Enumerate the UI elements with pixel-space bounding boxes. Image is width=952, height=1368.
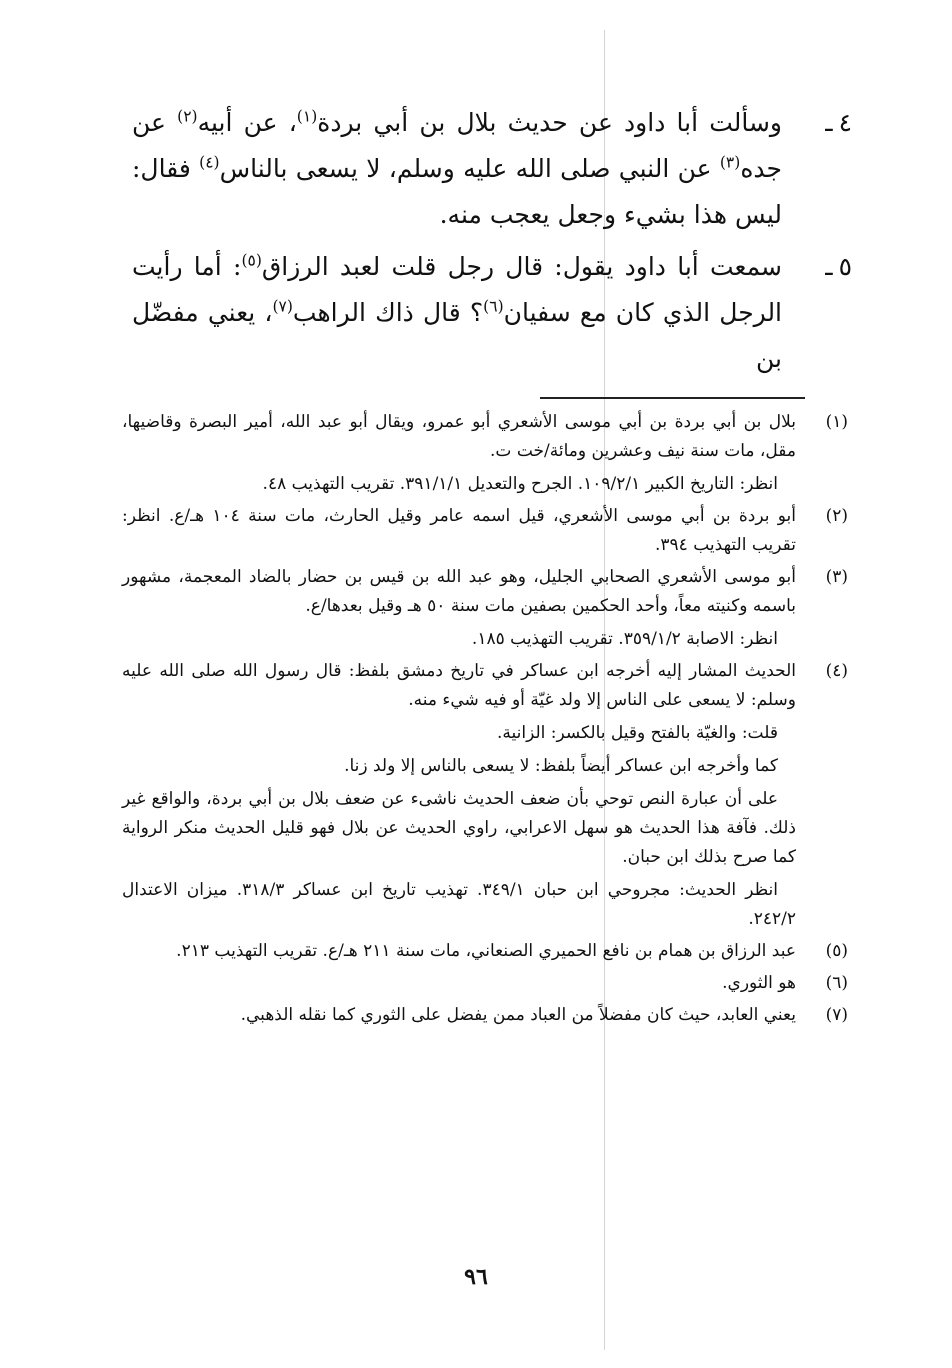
footnote [122,937,852,966]
footnote-reference: (٢) [177,107,198,126]
footnote-divider [540,397,805,399]
footnote [122,657,852,934]
paragraph-text: عن النبي صلى الله عليه وسلم، لا يسعى بالناس [219,154,720,183]
paragraph-number: ٤ـ [825,108,852,137]
footnote [122,408,852,499]
main-paragraph [132,100,852,238]
paragraph-text: فقال: ليس هذا بشيء وجعل يعجب منه. [132,154,782,229]
footnote [122,563,852,654]
footnote-reference: (٤) [199,153,220,172]
paragraph-text: ، يعني مفضّل بن [132,298,782,373]
footnote-text: انظر: الاصابة ٣٥٩/١/٢. تقريب التهذيب ١٨٥. [471,629,778,649]
footnote-reference: (١) [296,107,318,126]
footnote-number: (١) [825,412,848,432]
footnote [122,502,852,560]
footnote [122,969,852,998]
footnotes-section [122,408,852,1033]
main-paragraph [132,244,852,382]
footnote-text: هو الثوري. [722,973,796,993]
footnote-reference: (٥) [241,251,262,270]
footnote-text: انظر الحديث: مجروحي ابن حبان ٣٤٩/١. تهذيب تاريخ ابن عساكر ٣١٨/٣. ميزان الاعتدال ٢٤٢/٢. [122,880,796,929]
main-text-body [132,100,852,388]
footnote-text: انظر: التاريخ الكبير ١٠٩/٢/١. الجرح والتعديل ٣٩١/١/١. تقريب التهذيب ٤٨. [262,474,778,494]
footnote-reference: (٣) [719,153,741,172]
page-number: ٩٦ [464,1264,488,1290]
footnote-text: الحديث المشار إليه أخرجه ابن عساكر في تاريخ دمشق بلفظ: قال رسول الله صلى الله عليه وسلم: لا يسعى على الناس إلا ولد غيّة أو فيه شيء منه. [122,661,796,710]
footnote-text: قلت: والغيّة بالفتح وقيل بالكسر: الزانية. [496,723,778,743]
footnote-text: أبو موسى الأشعري الصحابي الجليل، وهو عبد الله بن قيس بن حضار بالضاد المعجمة، مشهور باسمه وكنيته معاً، وأحد الحكمين بصفين مات سنة ٥٠ هـ وقيل بعدها/ع. [122,567,796,616]
footnote-text: عبد الرزاق بن همام بن نافع الحميري الصنعاني، مات سنة ٢١١ هـ/ع. تقريب التهذيب ٢١٣. [176,941,796,961]
paragraph-text: : أما رأيت الرجل الذي كان مع سفيان [132,252,783,327]
footnote-reference: (٦) [483,297,504,316]
footnote-number: (٥) [825,941,848,961]
paragraph-text: سمعت أبا داود يقول: قال رجل قلت لعبد الرزاق [261,252,782,281]
footnote-text: كما وأخرجه ابن عساكر أيضاً بلفظ: لا يسعى بالناس إلا ولد زنا. [344,756,778,776]
paragraph-number: ٥ـ [825,252,852,281]
footnote-number: (٢) [825,506,848,526]
paragraph-text: ، عن أبيه [197,108,297,137]
paragraph-text: عن جده [132,108,782,183]
footnote-text: يعني العابد، حيث كان مفضلاً من العباد ممن يفضل على الثوري كما نقله الذهبي. [240,1005,796,1025]
footnote-reference: (٧) [272,297,293,316]
footnote-number: (٦) [825,973,848,993]
footnote-text: أبو بردة بن أبي موسى الأشعري، قيل اسمه عامر وقيل الحارث، مات سنة ١٠٤ هـ/ع. انظر: تقريب التهذيب ٣٩٤. [122,506,796,555]
footnote-text: بلال بن أبي بردة بن أبي موسى الأشعري أبو عمرو، ويقال أبو عبد الله، أمير البصرة وقاضيها، مقل، مات سنة نيف وعشرين ومائة/خت ت. [122,412,796,461]
paragraph-text: وسألت أبا داود عن حديث بلال بن أبي بردة [317,108,782,137]
footnote-text: على أن عبارة النص توحي بأن ضعف الحديث ناشىء عن ضعف بلال بن أبي بردة، والواقع غير ذلك. فآفة هذا الحديث هو سهل الاعرابي، راوي الحديث عن بلال فهو قليل الحديث منكر الرواية كما صرح بذلك ابن حبان. [122,789,796,867]
footnote-number: (٤) [825,661,848,681]
footnote [122,1001,852,1030]
footnote-number: (٣) [825,567,848,587]
paragraph-text: ؟ قال ذاك الراهب [292,298,484,327]
footnote-number: (٧) [825,1005,848,1025]
